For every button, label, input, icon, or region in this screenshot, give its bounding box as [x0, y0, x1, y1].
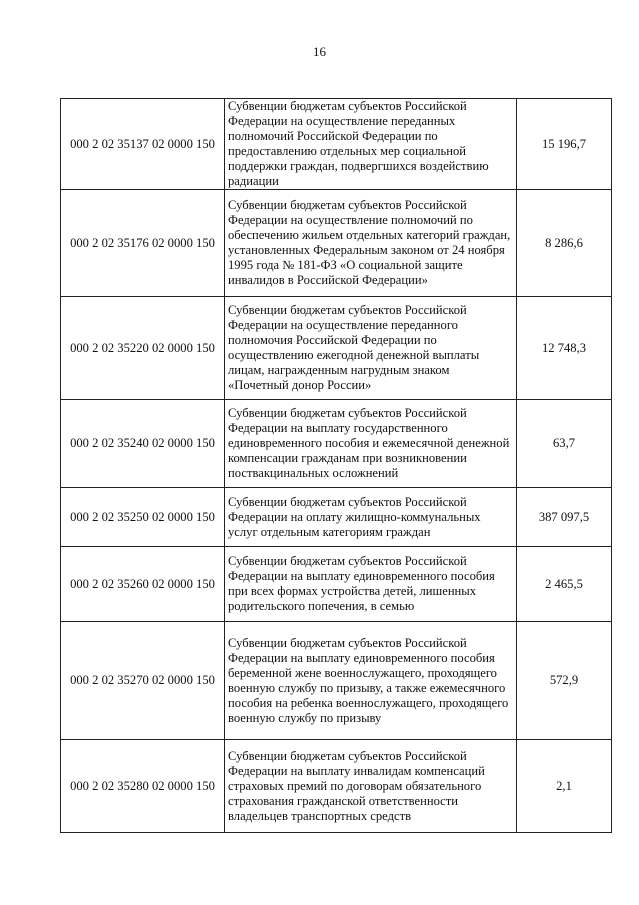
budget-code-cell: 000 2 02 35137 02 0000 150	[61, 99, 225, 190]
table-row	[61, 622, 612, 740]
amount-cell: 12 748,3	[517, 297, 612, 400]
table-row	[61, 190, 612, 297]
description-cell: Субвенции бюджетам субъектов Российской Федерации на осуществление переданного полномочия Российской Федерации по осуществлению ежегодной денежной выплаты лицам, награжденным нагрудным знаком «Почетный донор России»	[225, 297, 517, 400]
description-cell: Субвенции бюджетам субъектов Российской Федерации на осуществление переданных полномочий Российской Федерации по предоставлению отдельных мер социальной поддержки граждан, подвергшихся воздействию радиации	[225, 99, 517, 190]
amount-cell: 8 286,6	[517, 190, 612, 297]
amount-cell: 63,7	[517, 400, 612, 488]
budget-code-cell: 000 2 02 35176 02 0000 150	[61, 190, 225, 297]
table-row	[61, 740, 612, 833]
subventions-table	[60, 98, 612, 833]
table-row	[61, 400, 612, 488]
budget-code-cell: 000 2 02 35220 02 0000 150	[61, 297, 225, 400]
table-row	[61, 297, 612, 400]
budget-code-cell: 000 2 02 35280 02 0000 150	[61, 740, 225, 833]
amount-cell: 15 196,7	[517, 99, 612, 190]
budget-code-cell: 000 2 02 35240 02 0000 150	[61, 400, 225, 488]
budget-code-cell: 000 2 02 35250 02 0000 150	[61, 488, 225, 547]
amount-cell: 572,9	[517, 622, 612, 740]
amount-cell: 2,1	[517, 740, 612, 833]
amount-cell: 2 465,5	[517, 547, 612, 622]
table-row	[61, 547, 612, 622]
description-cell: Субвенции бюджетам субъектов Российской Федерации на выплату единовременного пособия при всех формах устройства детей, лишенных родительского попечения, в семью	[225, 547, 517, 622]
table-row	[61, 99, 612, 190]
description-cell: Субвенции бюджетам субъектов Российской Федерации на выплату государственного единовременного пособия и ежемесячной денежной компенсации гражданам при возникновении поствакцинальных осложнений	[225, 400, 517, 488]
table-row	[61, 488, 612, 547]
description-cell: Субвенции бюджетам субъектов Российской Федерации на осуществление полномочий по обеспечению жильем отдельных категорий граждан, установленных Федеральным законом от 24 ноября 1995 года № 181-ФЗ «О социальной защите инвалидов в Российской Федерации»	[225, 190, 517, 297]
amount-cell: 387 097,5	[517, 488, 612, 547]
budget-code-cell: 000 2 02 35270 02 0000 150	[61, 622, 225, 740]
page-number: 16	[313, 44, 326, 59]
description-cell: Субвенции бюджетам субъектов Российской Федерации на выплату инвалидам компенсаций страховых премий по договорам обязательного страхования гражданской ответственности владельцев транспортных средств	[225, 740, 517, 833]
budget-code-cell: 000 2 02 35260 02 0000 150	[61, 547, 225, 622]
description-cell: Субвенции бюджетам субъектов Российской Федерации на выплату единовременного пособия беременной жене военнослужащего, проходящего военную службу по призыву, а также ежемесячного пособия на ребенка военнослужащего, проходящего военную службу по призыву	[225, 622, 517, 740]
description-cell: Субвенции бюджетам субъектов Российской Федерации на оплату жилищно-коммунальных услуг отдельным категориям граждан	[225, 488, 517, 547]
